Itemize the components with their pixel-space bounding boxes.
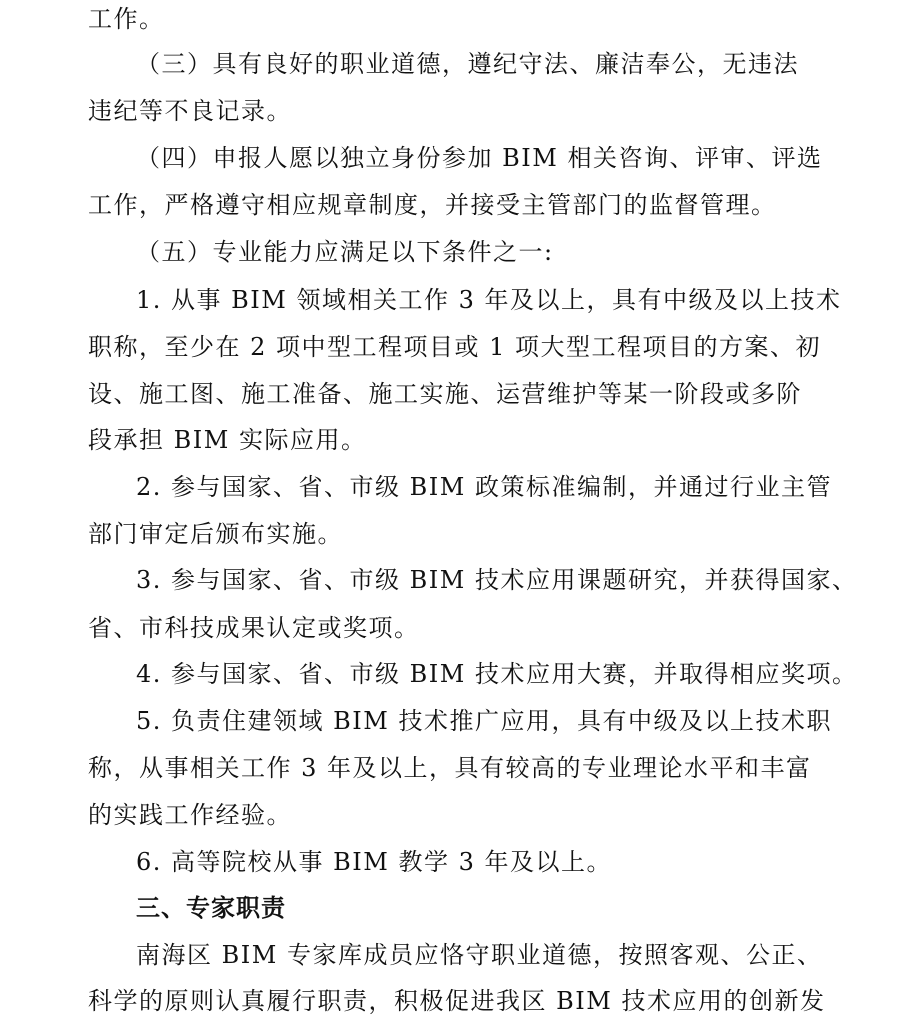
text-line-3: 违纪等不良记录。 [88,97,292,125]
text-line-12: 部门审定后颁布实施。 [88,520,343,548]
text-line-22: 科学的原则认真履行职责，积极促进我区 BIM 技术应用的创新发 [88,987,826,1015]
text-line-8: 职称，至少在 2 项中型工程项目或 1 项大型工程项目的方案、初 [88,333,822,361]
text-line-17: 称，从事相关工作 3 年及以上，具有较高的专业理论水平和丰富 [88,754,812,782]
text-line-15: 4. 参与国家、省、市级 BIM 技术应用大赛，并取得相应奖项。 [136,660,858,688]
text-line-10: 段承担 BIM 实际应用。 [88,426,367,454]
text-line-14: 省、市科技成果认定或奖项。 [88,614,420,642]
text-line-1: 工作。 [88,5,165,33]
text-line-9: 设、施工图、施工准备、施工实施、运营维护等某一阶段或多阶 [88,380,802,408]
text-line-2: （三）具有良好的职业道德，遵纪守法、廉洁奉公，无违法 [136,50,799,78]
text-line-19: 6. 高等院校从事 BIM 教学 3 年及以上。 [136,848,613,876]
text-line-7: 1. 从事 BIM 领域相关工作 3 年及以上，具有中级及以上技术 [136,286,842,314]
text-line-6: （五）专业能力应满足以下条件之一: [136,238,554,266]
text-line-13: 3. 参与国家、省、市级 BIM 技术应用课题研究，并获得国家、 [136,566,858,594]
text-line-5: 工作，严格遵守相应规章制度，并接受主管部门的监督管理。 [88,191,777,219]
text-line-16: 5. 负责住建领域 BIM 技术推广应用，具有中级及以上技术职 [136,707,832,735]
text-line-4: （四）申报人愿以独立身份参加 BIM 相关咨询、评审、评选 [136,144,823,172]
text-line-21: 南海区 BIM 专家库成员应恪守职业道德，按照客观、公正、 [136,941,823,969]
text-line-11: 2. 参与国家、省、市级 BIM 政策标准编制，并通过行业主管 [136,473,832,501]
section-heading: 三、专家职责 [136,894,286,922]
text-line-18: 的实践工作经验。 [88,801,292,829]
